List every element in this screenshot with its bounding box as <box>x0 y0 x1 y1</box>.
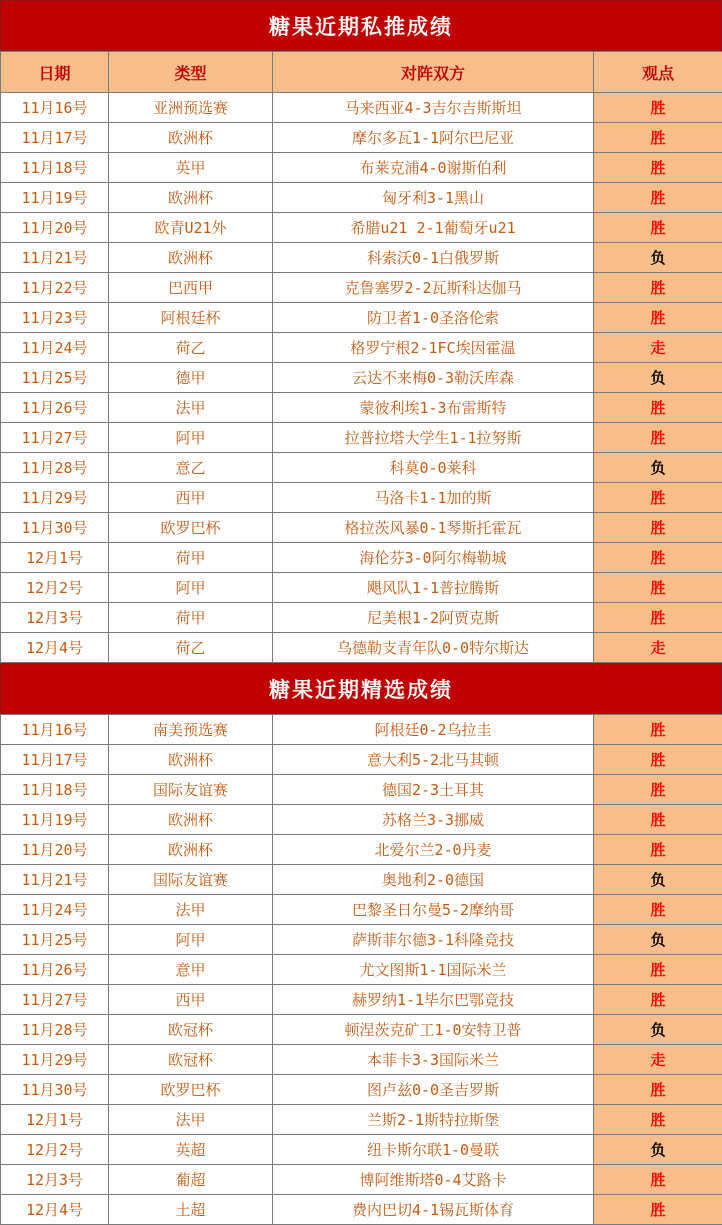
date-cell: 11月28号 <box>1 1015 109 1045</box>
type-cell: 欧洲杯 <box>109 123 273 153</box>
table-row <box>1 1135 722 1165</box>
match-cell: 希腊u21 2-1葡萄牙u21 <box>273 213 594 243</box>
date-cell: 11月16号 <box>1 93 109 123</box>
result-cell: 负 <box>594 1135 722 1165</box>
header-match: 对阵双方 <box>273 52 594 93</box>
table-row <box>1 633 722 663</box>
table-row <box>1 603 722 633</box>
date-cell: 12月1号 <box>1 543 109 573</box>
table-row <box>1 453 722 483</box>
type-cell: 英超 <box>109 1135 273 1165</box>
match-cell: 科莫0-0莱科 <box>273 453 594 483</box>
date-cell: 11月22号 <box>1 273 109 303</box>
result-cell: 胜 <box>594 603 722 633</box>
date-cell: 12月2号 <box>1 573 109 603</box>
match-cell: 云达不来梅0-3勒沃库森 <box>273 363 594 393</box>
result-cell: 负 <box>594 925 722 955</box>
match-cell: 萨斯菲尔德3-1科隆竞技 <box>273 925 594 955</box>
type-cell: 荷乙 <box>109 333 273 363</box>
table-row <box>1 1195 722 1225</box>
result-cell: 胜 <box>594 1105 722 1135</box>
match-cell: 本菲卡3-3国际米兰 <box>273 1045 594 1075</box>
type-cell: 阿甲 <box>109 423 273 453</box>
type-cell: 国际友谊赛 <box>109 775 273 805</box>
match-cell: 乌德勒支青年队0-0特尔斯达 <box>273 633 594 663</box>
match-cell: 布莱克浦4-0谢斯伯利 <box>273 153 594 183</box>
table-row <box>1 895 722 925</box>
date-cell: 12月3号 <box>1 1165 109 1195</box>
table-row <box>1 423 722 453</box>
match-cell: 克鲁塞罗2-2瓦斯科达伽马 <box>273 273 594 303</box>
type-cell: 欧冠杯 <box>109 1015 273 1045</box>
result-cell: 胜 <box>594 303 722 333</box>
type-cell: 法甲 <box>109 895 273 925</box>
table-row <box>1 1105 722 1135</box>
type-cell: 巴西甲 <box>109 273 273 303</box>
selected-results-body <box>1 715 722 1225</box>
table-row <box>1 243 722 273</box>
date-cell: 11月21号 <box>1 865 109 895</box>
table-row <box>1 573 722 603</box>
match-cell: 北爱尔兰2-0丹麦 <box>273 835 594 865</box>
type-cell: 南美预选赛 <box>109 715 273 745</box>
date-cell: 11月29号 <box>1 483 109 513</box>
match-cell: 马洛卡1-1加的斯 <box>273 483 594 513</box>
type-cell: 欧洲杯 <box>109 183 273 213</box>
result-cell: 胜 <box>594 513 722 543</box>
result-cell: 负 <box>594 1015 722 1045</box>
type-cell: 荷甲 <box>109 603 273 633</box>
table-row <box>1 333 722 363</box>
table-row <box>1 363 722 393</box>
type-cell: 英甲 <box>109 153 273 183</box>
match-cell: 顿涅茨克矿工1-0安特卫普 <box>273 1015 594 1045</box>
result-cell: 胜 <box>594 483 722 513</box>
date-cell: 11月20号 <box>1 835 109 865</box>
table-row <box>1 303 722 333</box>
match-cell: 尤文图斯1-1国际米兰 <box>273 955 594 985</box>
result-cell: 胜 <box>594 543 722 573</box>
type-cell: 欧洲杯 <box>109 835 273 865</box>
result-cell: 走 <box>594 633 722 663</box>
match-cell: 海伦芬3-0阿尔梅勒城 <box>273 543 594 573</box>
type-cell: 荷甲 <box>109 543 273 573</box>
private-results-body <box>1 93 722 663</box>
table-row <box>1 775 722 805</box>
table-row <box>1 123 722 153</box>
private-results-table <box>0 51 722 663</box>
match-cell: 奥地利2-0德国 <box>273 865 594 895</box>
match-cell: 德国2-3土耳其 <box>273 775 594 805</box>
result-cell: 胜 <box>594 393 722 423</box>
date-cell: 12月2号 <box>1 1135 109 1165</box>
result-cell: 胜 <box>594 955 722 985</box>
match-cell: 兰斯2-1斯特拉斯堡 <box>273 1105 594 1135</box>
date-cell: 11月18号 <box>1 153 109 183</box>
type-cell: 欧罗巴杯 <box>109 513 273 543</box>
date-cell: 11月27号 <box>1 985 109 1015</box>
date-cell: 12月3号 <box>1 603 109 633</box>
table-row <box>1 715 722 745</box>
result-cell: 胜 <box>594 805 722 835</box>
type-cell: 欧洲杯 <box>109 805 273 835</box>
type-cell: 国际友谊赛 <box>109 865 273 895</box>
table-row <box>1 805 722 835</box>
result-cell: 负 <box>594 865 722 895</box>
result-cell: 胜 <box>594 153 722 183</box>
result-cell: 胜 <box>594 715 722 745</box>
table-row <box>1 213 722 243</box>
header-result: 观点 <box>594 52 722 93</box>
date-cell: 11月24号 <box>1 895 109 925</box>
table-row <box>1 1075 722 1105</box>
table-row <box>1 865 722 895</box>
date-cell: 11月18号 <box>1 775 109 805</box>
date-cell: 11月29号 <box>1 1045 109 1075</box>
table-row <box>1 835 722 865</box>
table-row <box>1 1015 722 1045</box>
type-cell: 阿甲 <box>109 925 273 955</box>
result-cell: 胜 <box>594 1075 722 1105</box>
date-cell: 11月24号 <box>1 333 109 363</box>
table-row <box>1 273 722 303</box>
match-cell: 匈牙利3-1黑山 <box>273 183 594 213</box>
date-cell: 11月20号 <box>1 213 109 243</box>
type-cell: 欧洲杯 <box>109 745 273 775</box>
result-cell: 胜 <box>594 835 722 865</box>
date-cell: 12月4号 <box>1 633 109 663</box>
date-cell: 11月30号 <box>1 1075 109 1105</box>
type-cell: 西甲 <box>109 483 273 513</box>
result-cell: 走 <box>594 1045 722 1075</box>
match-cell: 尼美根1-2阿贾克斯 <box>273 603 594 633</box>
result-cell: 胜 <box>594 775 722 805</box>
date-cell: 11月25号 <box>1 363 109 393</box>
match-cell: 赫罗纳1-1毕尔巴鄂竞技 <box>273 985 594 1015</box>
match-cell: 格拉茨风暴0-1琴斯托霍瓦 <box>273 513 594 543</box>
result-cell: 胜 <box>594 183 722 213</box>
date-cell: 12月1号 <box>1 1105 109 1135</box>
date-cell: 11月19号 <box>1 183 109 213</box>
date-cell: 11月28号 <box>1 453 109 483</box>
type-cell: 亚洲预选赛 <box>109 93 273 123</box>
table-row <box>1 93 722 123</box>
type-cell: 阿甲 <box>109 573 273 603</box>
result-cell: 胜 <box>594 1165 722 1195</box>
date-cell: 11月26号 <box>1 955 109 985</box>
table-row <box>1 393 722 423</box>
match-cell: 纽卡斯尔联1-0曼联 <box>273 1135 594 1165</box>
result-cell: 负 <box>594 363 722 393</box>
result-cell: 负 <box>594 453 722 483</box>
result-cell: 胜 <box>594 93 722 123</box>
type-cell: 西甲 <box>109 985 273 1015</box>
table-row <box>1 543 722 573</box>
match-cell: 摩尔多瓦1-1阿尔巴尼亚 <box>273 123 594 153</box>
type-cell: 法甲 <box>109 393 273 423</box>
type-cell: 荷乙 <box>109 633 273 663</box>
result-cell: 胜 <box>594 573 722 603</box>
date-cell: 11月23号 <box>1 303 109 333</box>
match-cell: 苏格兰3-3挪威 <box>273 805 594 835</box>
match-cell: 图卢兹0-0圣吉罗斯 <box>273 1075 594 1105</box>
date-cell: 11月27号 <box>1 423 109 453</box>
selected-results-table <box>0 714 722 1225</box>
type-cell: 意甲 <box>109 955 273 985</box>
type-cell: 欧洲杯 <box>109 243 273 273</box>
result-cell: 胜 <box>594 1195 722 1225</box>
date-cell: 11月19号 <box>1 805 109 835</box>
match-cell: 蒙彼利埃1-3布雷斯特 <box>273 393 594 423</box>
date-cell: 11月17号 <box>1 745 109 775</box>
type-cell: 土超 <box>109 1195 273 1225</box>
header-type: 类型 <box>109 52 273 93</box>
result-cell: 走 <box>594 333 722 363</box>
table-row <box>1 513 722 543</box>
table-row <box>1 955 722 985</box>
match-cell: 拉普拉塔大学生1-1拉努斯 <box>273 423 594 453</box>
date-cell: 11月21号 <box>1 243 109 273</box>
match-cell: 格罗宁根2-1FC埃因霍温 <box>273 333 594 363</box>
type-cell: 德甲 <box>109 363 273 393</box>
match-cell: 马来西亚4-3吉尔吉斯斯坦 <box>273 93 594 123</box>
table-row <box>1 483 722 513</box>
type-cell: 葡超 <box>109 1165 273 1195</box>
match-cell: 飓风队1-1普拉腾斯 <box>273 573 594 603</box>
result-cell: 胜 <box>594 745 722 775</box>
section-title-selected: 糖果近期精选成绩 <box>0 663 722 714</box>
table-row <box>1 985 722 1015</box>
match-cell: 意大利5-2北马其顿 <box>273 745 594 775</box>
table-header <box>1 52 722 93</box>
match-cell: 阿根廷0-2乌拉圭 <box>273 715 594 745</box>
date-cell: 11月26号 <box>1 393 109 423</box>
result-cell: 胜 <box>594 123 722 153</box>
result-cell: 胜 <box>594 895 722 925</box>
result-cell: 胜 <box>594 273 722 303</box>
type-cell: 意乙 <box>109 453 273 483</box>
result-cell: 胜 <box>594 213 722 243</box>
type-cell: 阿根廷杯 <box>109 303 273 333</box>
table-row <box>1 153 722 183</box>
result-cell: 负 <box>594 243 722 273</box>
date-cell: 12月4号 <box>1 1195 109 1225</box>
section-title-private: 糖果近期私推成绩 <box>0 0 722 51</box>
match-cell: 科索沃0-1白俄罗斯 <box>273 243 594 273</box>
table-row <box>1 1165 722 1195</box>
date-cell: 11月25号 <box>1 925 109 955</box>
table-row <box>1 183 722 213</box>
table-row <box>1 1045 722 1075</box>
date-cell: 11月17号 <box>1 123 109 153</box>
type-cell: 欧青U21外 <box>109 213 273 243</box>
match-cell: 巴黎圣日尔曼5-2摩纳哥 <box>273 895 594 925</box>
date-cell: 11月16号 <box>1 715 109 745</box>
date-cell: 11月30号 <box>1 513 109 543</box>
table-row <box>1 925 722 955</box>
table-row <box>1 745 722 775</box>
type-cell: 欧罗巴杯 <box>109 1075 273 1105</box>
result-cell: 胜 <box>594 423 722 453</box>
match-cell: 博阿维斯塔0-4艾路卡 <box>273 1165 594 1195</box>
header-date: 日期 <box>1 52 109 93</box>
match-cell: 费内巴切4-1锡瓦斯体育 <box>273 1195 594 1225</box>
result-cell: 胜 <box>594 985 722 1015</box>
type-cell: 欧冠杯 <box>109 1045 273 1075</box>
type-cell: 法甲 <box>109 1105 273 1135</box>
match-cell: 防卫者1-0圣洛伦索 <box>273 303 594 333</box>
